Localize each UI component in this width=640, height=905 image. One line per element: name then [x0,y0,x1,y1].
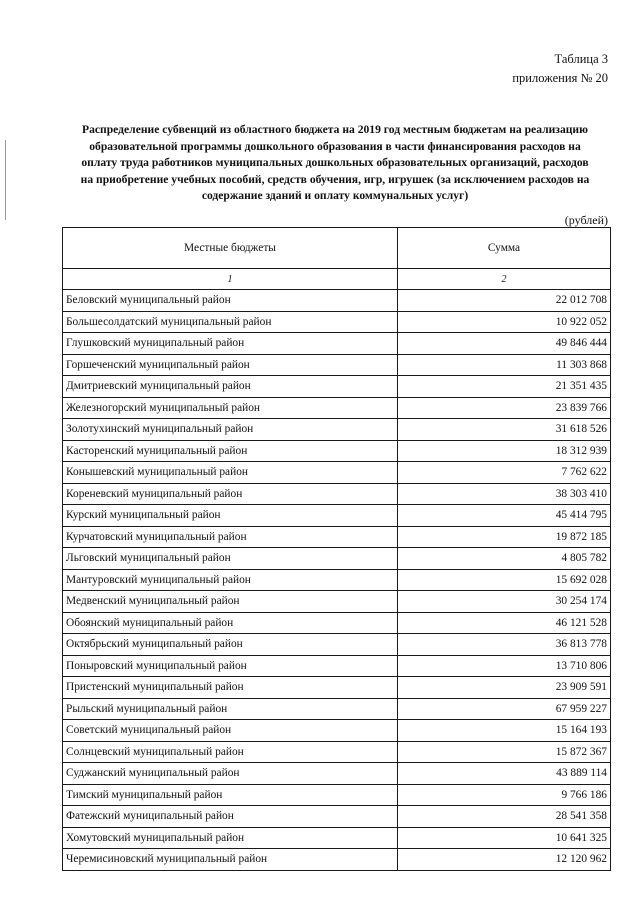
document-title [62,122,608,205]
budget-name-cell: Медвенский муниципальный район [63,591,398,613]
table-row [63,612,611,634]
table-row [63,634,611,656]
budget-name-cell: Фатежский муниципальный район [63,806,398,828]
page-margin-line [5,140,6,220]
budget-name-cell: Тимский муниципальный район [63,784,398,806]
budget-sum-cell: 36 813 778 [398,634,611,656]
budget-name-cell: Пристенский муниципальный район [63,677,398,699]
table-row [63,569,611,591]
budget-name-cell: Конышевский муниципальный район [63,462,398,484]
budget-sum-cell: 43 889 114 [398,763,611,785]
units-label: (рублей) [564,213,608,227]
budget-sum-cell: 15 872 367 [398,741,611,763]
table-row [63,526,611,548]
table-row [63,419,611,441]
table-row [63,655,611,677]
table-reference [512,50,608,88]
budget-sum-cell: 13 710 806 [398,655,611,677]
budget-sum-cell: 15 692 028 [398,569,611,591]
budget-sum-cell: 12 120 962 [398,849,611,871]
table-row [63,354,611,376]
column-number-row [63,269,611,290]
budget-name-cell: Льговский муниципальный район [63,548,398,570]
budget-sum-cell: 10 641 325 [398,827,611,849]
table-row [63,741,611,763]
budget-name-cell: Горшеченский муниципальный район [63,354,398,376]
table-row [63,784,611,806]
column-header-budgets: Местные бюджеты [63,228,398,269]
budget-name-cell: Глушковский муниципальный район [63,333,398,355]
budget-name-cell: Октябрьский муниципальный район [63,634,398,656]
table-header-row [63,228,611,269]
table-row [63,827,611,849]
budget-name-cell: Большесолдатский муниципальный район [63,311,398,333]
budget-sum-cell: 38 303 410 [398,483,611,505]
budget-sum-cell: 19 872 185 [398,526,611,548]
budget-sum-cell: 67 959 227 [398,698,611,720]
budget-name-cell: Касторенский муниципальный район [63,440,398,462]
budget-sum-cell: 28 541 358 [398,806,611,828]
column-number-2: 2 [398,269,611,290]
budget-name-cell: Советский муниципальный район [63,720,398,742]
budget-name-cell: Кореневский муниципальный район [63,483,398,505]
budget-name-cell: Беловский муниципальный район [63,290,398,312]
table-row [63,698,611,720]
budget-sum-cell: 7 762 622 [398,462,611,484]
budget-sum-cell: 9 766 186 [398,784,611,806]
table-row [63,333,611,355]
budget-name-cell: Черемисиновский муниципальный район [63,849,398,871]
budget-name-cell: Рыльский муниципальный район [63,698,398,720]
table-row [63,397,611,419]
table-row [63,548,611,570]
table-row [63,290,611,312]
table-row [63,462,611,484]
budget-name-cell: Солнцевский муниципальный район [63,741,398,763]
table-row [63,763,611,785]
budget-name-cell: Хомутовский муниципальный район [63,827,398,849]
budget-name-cell: Курчатовский муниципальный район [63,526,398,548]
title-line: содержание зданий и оплату коммунальных услуг) [201,189,469,203]
budget-sum-cell: 15 164 193 [398,720,611,742]
table-row [63,483,611,505]
budget-name-cell: Золотухинский муниципальный район [63,419,398,441]
budget-sum-cell: 18 312 939 [398,440,611,462]
budget-name-cell: Курский муниципальный район [63,505,398,527]
table-row [63,505,611,527]
table-row [63,311,611,333]
budget-sum-cell: 10 922 052 [398,311,611,333]
title-line: оплату труда работников муниципальных дошкольных образовательных организаций, расходов [81,156,589,170]
table-row [63,677,611,699]
column-header-sum: Сумма [398,228,611,269]
table-row [63,806,611,828]
budget-sum-cell: 31 618 526 [398,419,611,441]
budget-sum-cell: 23 839 766 [398,397,611,419]
budget-sum-cell: 46 121 528 [398,612,611,634]
budget-name-cell: Поныровский муниципальный район [63,655,398,677]
budget-sum-cell: 21 351 435 [398,376,611,398]
budget-sum-cell: 30 254 174 [398,591,611,613]
title-line: образовательной программы дошкольного образования в части финансирования расходов на [89,139,581,153]
table-row [63,591,611,613]
table-row [63,849,611,871]
budget-sum-cell: 4 805 782 [398,548,611,570]
budget-table [62,227,611,871]
appendix-number: приложения № 20 [512,71,608,85]
table-row [63,720,611,742]
budget-sum-cell: 11 303 868 [398,354,611,376]
budget-sum-cell: 22 012 708 [398,290,611,312]
title-line: Распределение субвенций из областного бюджета на 2019 год местным бюджетам на реализацию [82,123,588,136]
budget-sum-cell: 45 414 795 [398,505,611,527]
budget-name-cell: Мантуровский муниципальный район [63,569,398,591]
budget-sum-cell: 23 909 591 [398,677,611,699]
table-row [63,376,611,398]
title-line: на приобретение учебных пособий, средств обучения, игр, игрушек (за исключением расходов на [80,172,590,186]
budget-name-cell: Обоянский муниципальный район [63,612,398,634]
budget-name-cell: Суджанский муниципальный район [63,763,398,785]
table-row [63,440,611,462]
budget-name-cell: Железногорский муниципальный район [63,397,398,419]
table-number: Таблица 3 [554,52,608,66]
column-number-1: 1 [63,269,398,290]
budget-name-cell: Дмитриевский муниципальный район [63,376,398,398]
budget-sum-cell: 49 846 444 [398,333,611,355]
